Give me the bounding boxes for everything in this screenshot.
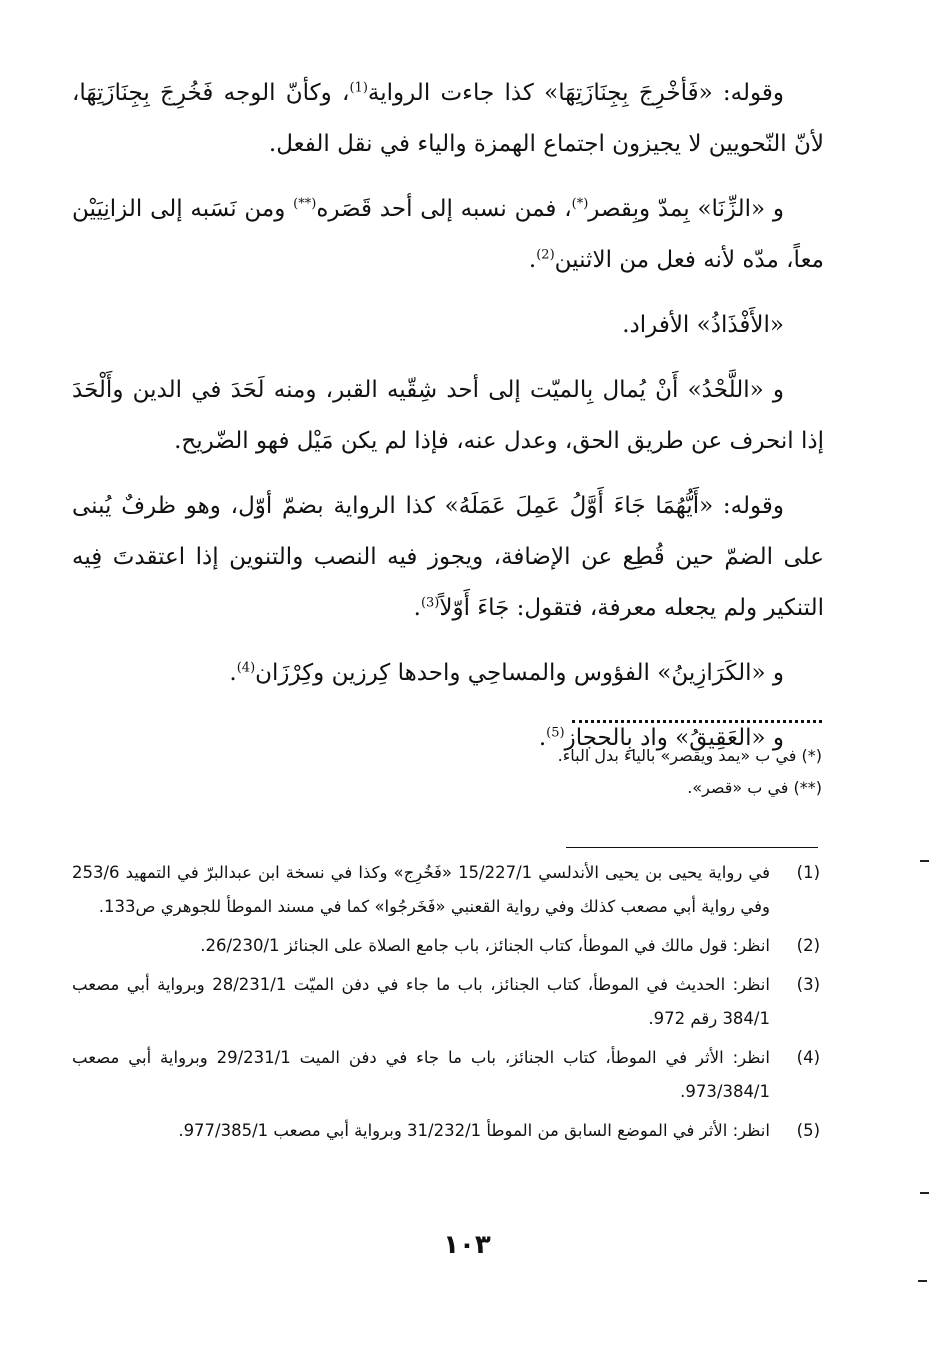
footnote-ref-star: (*) bbox=[571, 196, 589, 212]
paragraph-7: و «العَقِيقُ» واد بِالحجاز$^{(5)}$. bbox=[538, 725, 784, 751]
paragraph-3: «الأَفْذَاذُ» الأفراد. bbox=[622, 312, 784, 338]
paragraph-1: وقوله: «فَأخْرِجَ بِجِنَازَتِهَا» كذا جاءت الرواية$^{(1)}$، وكأنّ الوجه فَخُرِجَ بِجِنَازَتِهَا، لأنّ النّحويين لا يجيزون اجتماع الهمزة والياء في نقل الفعل. bbox=[72, 80, 824, 157]
footnote-ref-2: (2) bbox=[536, 247, 555, 263]
footnote-2 bbox=[72, 929, 820, 963]
paragraph-2: و «الزِّنَا» بِمدّ وبِقصر(*)، فمن نسبه إلى أحد قَصَره(**) ومن نَسَبه إلى الزانِيَيْن معاً، مدّه لأنه فعل من الاثنين$^{(2)}$. bbox=[72, 196, 824, 273]
paragraph-6: و «الكَرَازِينُ» الفؤوس والمساحِي واحدها كِرزين وكِرْزَان$^{(4)}$. bbox=[229, 660, 784, 686]
footnote-ref-3: (3) bbox=[420, 595, 440, 611]
footnote-4 bbox=[72, 1041, 820, 1109]
footnote-5 bbox=[72, 1114, 820, 1148]
paragraph-4: و «اللَّحْدُ» أَنْ يُمال بِالميّت إلى أحد شِقّيه القبر، ومنه لَحَدَ في الدين وأَلْحَدَ إذا انحرف عن طريق الحق، وعدل عنه، فإذا لم يكن مَيْل فهو الضّريح. bbox=[72, 377, 824, 454]
main-text bbox=[72, 68, 824, 778]
footnote-rule bbox=[566, 847, 818, 848]
footnote-ref-1: (1) bbox=[349, 80, 368, 96]
footnote-ref-double-star: (**) bbox=[293, 196, 317, 212]
footnote-ref-5: (5) bbox=[546, 725, 565, 741]
footnote-3 bbox=[72, 968, 820, 1036]
footnote-1 bbox=[72, 856, 820, 924]
dotted-separator bbox=[572, 720, 822, 723]
footnote-ref-4: (4) bbox=[236, 660, 256, 676]
footnote-text: انظر: قول مالك في الموطأ، كتاب الجنائز، باب جامع الصلاة على الجنائز 26/230/1. bbox=[200, 936, 770, 955]
footnote-text: انظر: الأثر في الموضع السابق من الموطأ 31/232/1 وبرواية أبي مصعب 977/385/1. bbox=[178, 1121, 770, 1140]
footnotes bbox=[72, 856, 820, 1153]
footnote-text: في رواية يحيى بن يحيى الأندلسي 15/227/1 «فَخُرِج» وكذا في نسخة ابن عبدالبرّ في التمهيد 253/6 وفي رواية أبي مصعب كذلك وفي رواية القعنبي «فَخَرجُوا» كما في مسند الموطأ للجوهري ص133. bbox=[72, 863, 770, 916]
footnote-text: انظر: الأثر في الموطأ، كتاب الجنائز، باب ما جاء في دفن الميت 29/231/1 وبرواية أبي مصعب 973/384/1. bbox=[72, 1048, 770, 1101]
paragraph-5: وقوله: «أَيُّهُمَا جَاءَ أَوَّلُ عَمِلَ عَمَلَهُ» كذا الرواية بضمّ أوّل، وهو ظرفٌ يُبنى على الضمّ حين قُطِع عن الإضافة، ويجوز فيه النصب والتنوين إذا اعتقدتَ فِيه التنكير ولم يجعله معرفة، فتقول: جَاءَ أَوّلاً$^{(3)}$. bbox=[72, 493, 824, 621]
scan-mark bbox=[920, 860, 929, 862]
variant-note-star: (*) في ب «يمد ويقصر» بالياء بدل الباء. bbox=[557, 746, 822, 765]
scan-mark bbox=[920, 1192, 929, 1194]
footnote-number: (2) bbox=[796, 936, 820, 955]
footnote-number: (5) bbox=[796, 1121, 820, 1140]
footnote-number: (4) bbox=[796, 1048, 820, 1067]
footnote-text: انظر: الحديث في الموطأ، كتاب الجنائز، باب ما جاء في دفن الميّت 28/231/1 وبرواية أبي مصعب 384/1 رقم 972. bbox=[72, 975, 770, 1028]
footnote-number: (1) bbox=[796, 863, 820, 882]
page-number: ١٠٣ bbox=[443, 1230, 491, 1260]
footnote-number: (3) bbox=[796, 975, 820, 994]
variant-notes bbox=[400, 740, 822, 804]
scan-mark bbox=[918, 1280, 927, 1282]
variant-note-double-star: (**) في ب «قصر». bbox=[687, 778, 822, 797]
